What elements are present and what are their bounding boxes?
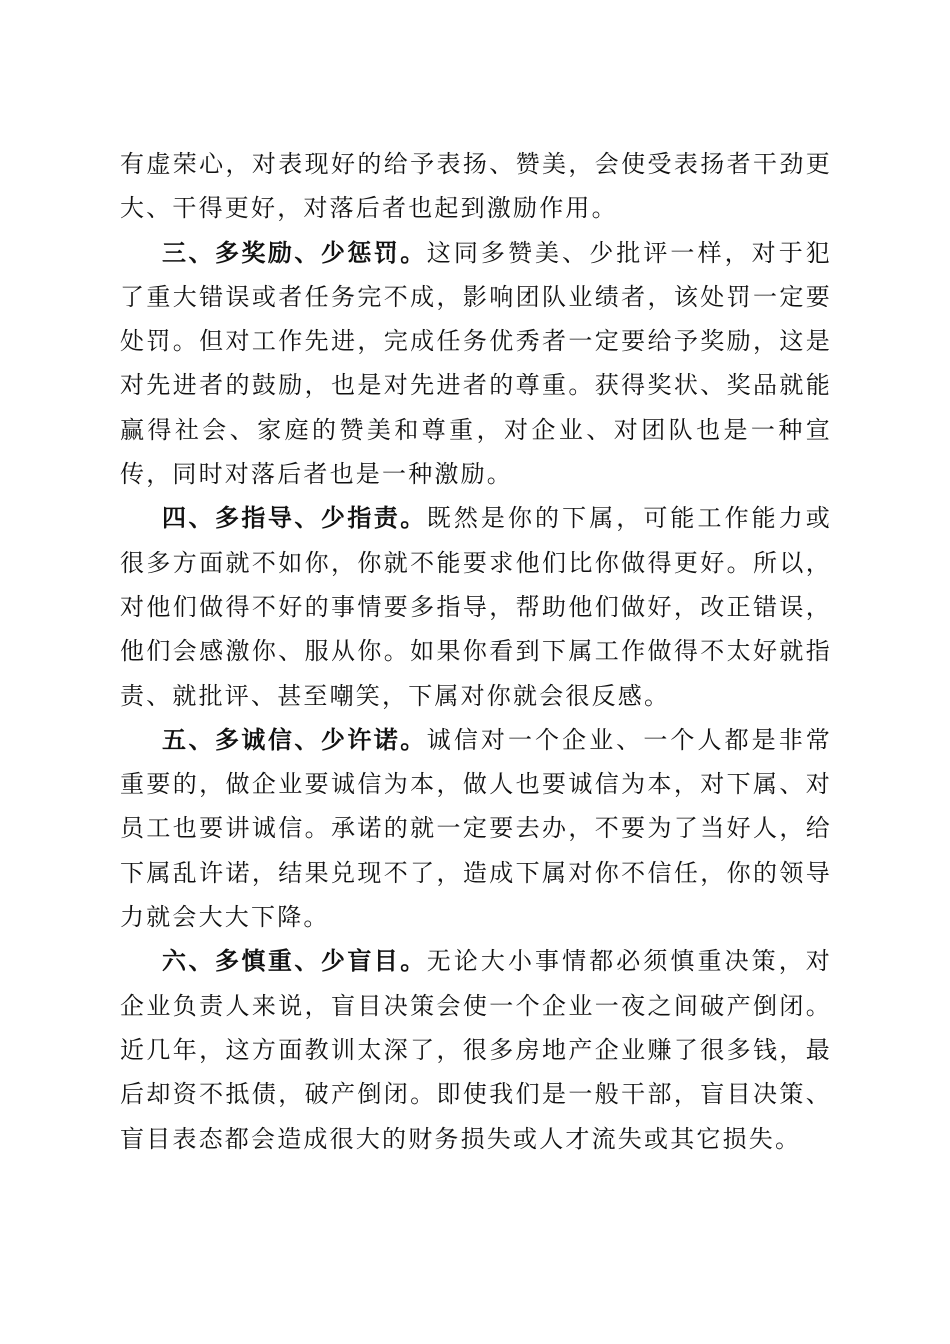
paragraph-heading: 五、多诚信、少许诺。 bbox=[162, 725, 427, 754]
paragraph-integrity bbox=[120, 718, 832, 939]
paragraph-heading: 四、多指导、少指责。 bbox=[162, 504, 427, 533]
paragraph-continuation bbox=[120, 142, 832, 231]
paragraph-text: 既然是你的下属，可能工作能力或很多方面就不如你，你就不能要求他们比你做得更好。所以，对他们做得不好的事情要多指导，帮助他们做好，改正错误，他们会感激你、服从你。如果你看到下属工作做得不太好就指责、就批评、甚至嘲笑，下属对你就会很反感。 bbox=[120, 504, 832, 710]
paragraph-text: 诚信对一个企业、一个人都是非常重要的，做企业要诚信为本，做人也要诚信为本，对下属、对员工也要讲诚信。承诺的就一定要去办，不要为了当好人，给下属乱许诺，结果兑现不了，造成下属对你不信任，你的领导力就会大大下降。 bbox=[120, 725, 832, 932]
paragraph-text: 这同多赞美、少批评一样，对于犯了重大错误或者任务完不成，影响团队业绩者，该处罚一定要处罚。但对工作先进，完成任务优秀者一定要给予奖励，这是对先进者的鼓励，也是对先进者的尊重。获得奖状、奖品就能赢得社会、家庭的赞美和尊重，对企业、对团队也是一种宣传，同时对落后者也是一种激励。 bbox=[120, 238, 832, 489]
paragraph-guidance bbox=[120, 496, 832, 717]
paragraph-heading: 三、多奖励、少惩罚。 bbox=[162, 238, 427, 267]
paragraph-text: 有虚荣心，对表现好的给予表扬、赞美，会使受表扬者干劲更大、干得更好，对落后者也起到激励作用。 bbox=[120, 150, 832, 223]
paragraph-text: 无论大小事情都必须慎重决策，对企业负责人来说，盲目决策会使一个企业一夜之间破产倒闭。近几年，这方面教训太深了，很多房地产企业赚了很多钱，最后却资不抵债，破产倒闭。即使我们是一般干部，盲目决策、盲目表态都会造成很大的财务损失或人才流失或其它损失。 bbox=[120, 947, 832, 1153]
paragraph-prudence bbox=[120, 939, 832, 1160]
document-body bbox=[120, 142, 832, 1161]
paragraph-heading: 六、多慎重、少盲目。 bbox=[162, 947, 427, 976]
paragraph-rewards bbox=[120, 231, 832, 497]
